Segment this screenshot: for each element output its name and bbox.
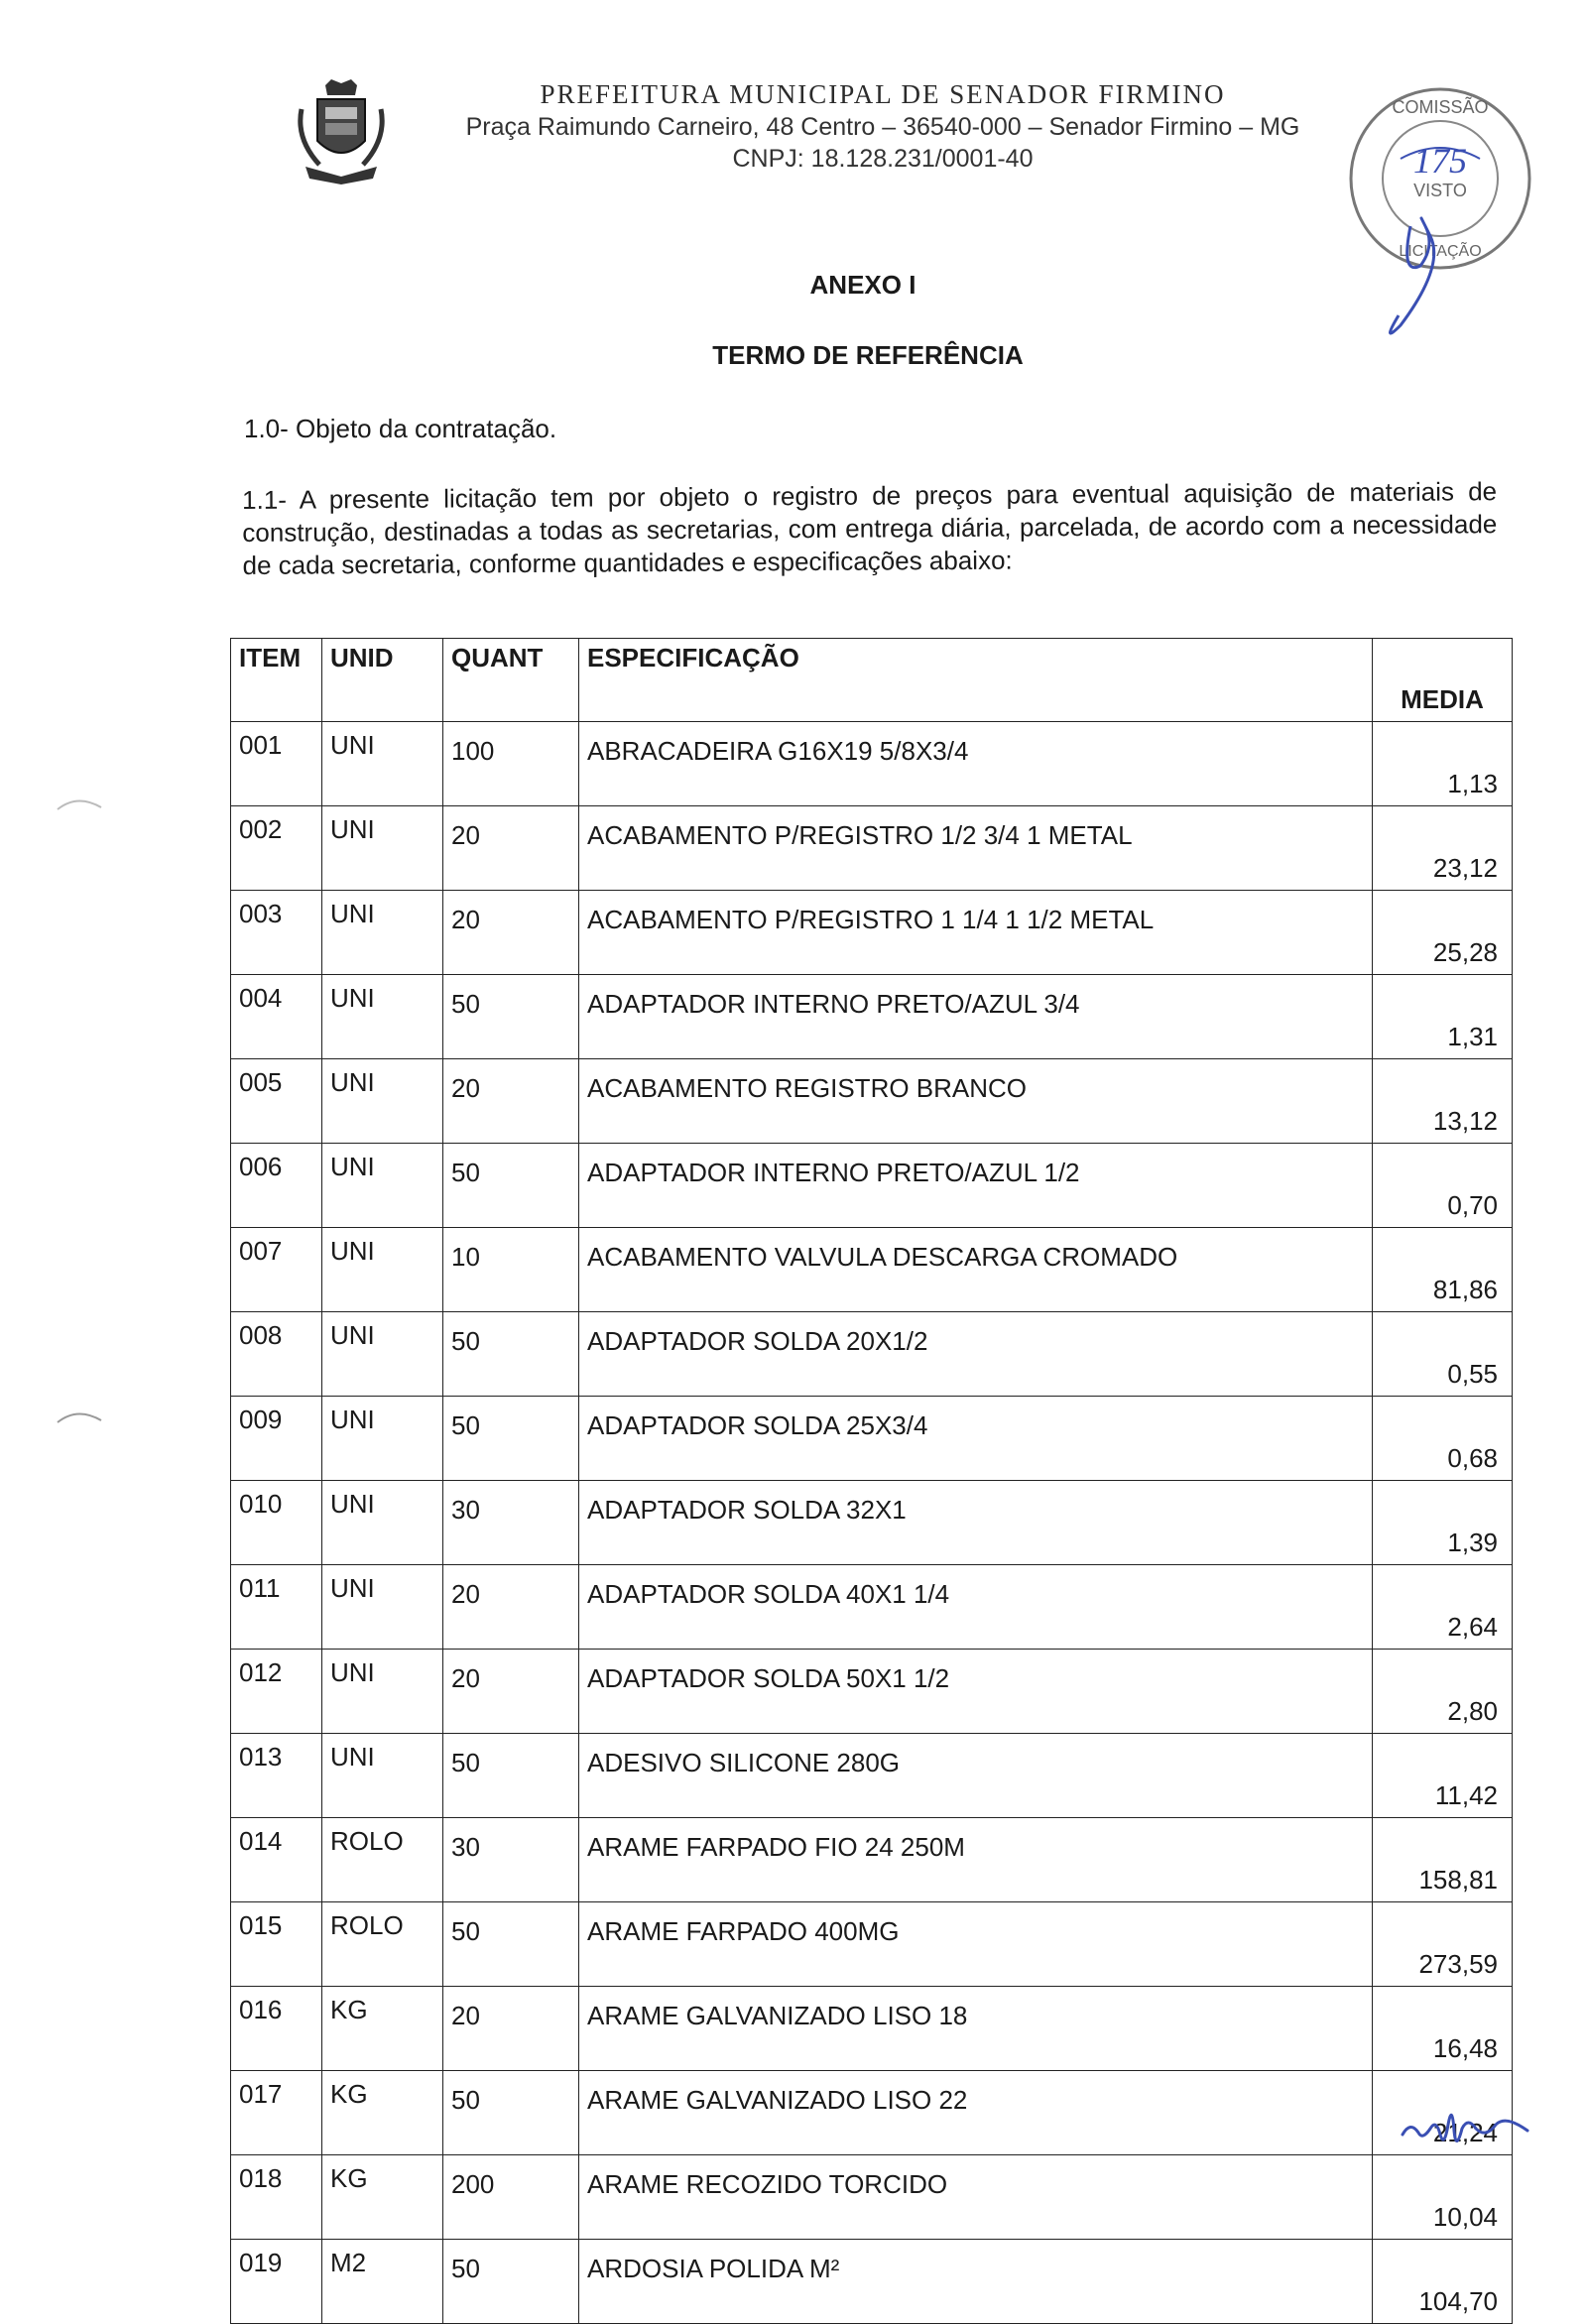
items-table (230, 638, 1513, 2324)
cell-spec: ADAPTADOR INTERNO PRETO/AZUL 3/4 (579, 975, 1373, 1059)
cell-unid: UNI (322, 1228, 443, 1312)
org-address: Praça Raimundo Carneiro, 48 Centro – 36540-000 – Senador Firmino – MG (465, 113, 1300, 141)
table-row (231, 1059, 1513, 1144)
cell-unid: UNI (322, 1734, 443, 1818)
cell-quant: 100 (443, 722, 579, 806)
header-item: ITEM (231, 639, 322, 722)
cell-quant: 50 (443, 1734, 579, 1818)
cell-item: 017 (231, 2071, 322, 2155)
cell-quant: 10 (443, 1228, 579, 1312)
cell-media: 2,64 (1373, 1565, 1513, 1650)
table-row (231, 806, 1513, 891)
cell-spec: ACABAMENTO P/REGISTRO 1/2 3/4 1 METAL (579, 806, 1373, 891)
cell-quant: 50 (443, 1397, 579, 1481)
table-row (231, 1818, 1513, 1902)
table-row (231, 1902, 1513, 1987)
cell-unid: UNI (322, 1059, 443, 1144)
cell-unid: KG (322, 1987, 443, 2071)
cell-item: 004 (231, 975, 322, 1059)
annex-title: ANEXO I (809, 270, 916, 300)
commission-stamp (1341, 77, 1539, 345)
cell-item: 009 (231, 1397, 322, 1481)
scan-mark (56, 1407, 105, 1426)
cell-spec: ARAME RECOZIDO TORCIDO (579, 2155, 1373, 2240)
section-heading: 1.0- Objeto da contratação. (244, 414, 557, 443)
table-row (231, 2155, 1513, 2240)
cell-spec: ARAME FARPADO FIO 24 250M (579, 1818, 1373, 1902)
cell-media: 81,86 (1373, 1228, 1513, 1312)
cell-unid: ROLO (322, 1902, 443, 1987)
svg-text:175: 175 (1413, 141, 1467, 181)
cell-unid: KG (322, 2155, 443, 2240)
cell-spec: ADAPTADOR SOLDA 50X1 1/2 (579, 1650, 1373, 1734)
cell-spec: ADAPTADOR SOLDA 20X1/2 (579, 1312, 1373, 1397)
cell-spec: ADAPTADOR INTERNO PRETO/AZUL 1/2 (579, 1144, 1373, 1228)
cell-quant: 30 (443, 1818, 579, 1902)
cell-spec: ARDOSIA POLIDA M² (579, 2240, 1373, 2324)
cell-media: 158,81 (1373, 1818, 1513, 1902)
cell-unid: UNI (322, 1650, 443, 1734)
cell-item: 011 (231, 1565, 322, 1650)
header-spec: ESPECIFICAÇÃO (579, 639, 1373, 722)
cell-media: 25,28 (1373, 891, 1513, 975)
org-cnpj: CNPJ: 18.128.231/0001-40 (732, 145, 1034, 173)
table-row (231, 1565, 1513, 1650)
cell-quant: 20 (443, 1987, 579, 2071)
cell-media: 1,31 (1373, 975, 1513, 1059)
cell-quant: 50 (443, 2240, 579, 2324)
cell-spec: ARAME FARPADO 400MG (579, 1902, 1373, 1987)
table-row (231, 1734, 1513, 1818)
cell-media: 23,12 (1373, 806, 1513, 891)
svg-text:VISTO: VISTO (1413, 181, 1467, 200)
document-title: TERMO DE REFERÊNCIA (712, 340, 1024, 370)
cell-spec: ACABAMENTO P/REGISTRO 1 1/4 1 1/2 METAL (579, 891, 1373, 975)
letterhead (397, 77, 1369, 175)
org-name: PREFEITURA MUNICIPAL DE SENADOR FIRMINO (540, 79, 1226, 109)
svg-text:LICITAÇÃO: LICITAÇÃO (1399, 243, 1482, 260)
svg-text:COMISSÃO: COMISSÃO (1392, 97, 1489, 117)
cell-quant: 30 (443, 1481, 579, 1565)
cell-spec: ABRACADEIRA G16X19 5/8X3/4 (579, 722, 1373, 806)
cell-item: 003 (231, 891, 322, 975)
cell-item: 010 (231, 1481, 322, 1565)
cell-quant: 50 (443, 1902, 579, 1987)
cell-media: 21,24 (1373, 2071, 1513, 2155)
cell-spec: ACABAMENTO REGISTRO BRANCO (579, 1059, 1373, 1144)
table-row (231, 1144, 1513, 1228)
cell-quant: 50 (443, 1312, 579, 1397)
header-media: MEDIA (1373, 639, 1513, 722)
cell-unid: UNI (322, 1312, 443, 1397)
header-unid: UNID (322, 639, 443, 722)
table-header-row (231, 639, 1513, 722)
cell-media: 0,70 (1373, 1144, 1513, 1228)
cell-spec: ACABAMENTO VALVULA DESCARGA CROMADO (579, 1228, 1373, 1312)
cell-unid: UNI (322, 1397, 443, 1481)
cell-unid: M2 (322, 2240, 443, 2324)
scan-mark (56, 794, 105, 813)
table-row (231, 722, 1513, 806)
table-row (231, 1481, 1513, 1565)
table-row (231, 1987, 1513, 2071)
cell-spec: ADAPTADOR SOLDA 32X1 (579, 1481, 1373, 1565)
cell-media: 16,48 (1373, 1987, 1513, 2071)
table-row (231, 2240, 1513, 2324)
cell-item: 014 (231, 1818, 322, 1902)
cell-unid: UNI (322, 1565, 443, 1650)
cell-item: 007 (231, 1228, 322, 1312)
table-row (231, 975, 1513, 1059)
cell-spec: ADAPTADOR SOLDA 25X3/4 (579, 1397, 1373, 1481)
cell-media: 11,42 (1373, 1734, 1513, 1818)
cell-spec: ADAPTADOR SOLDA 40X1 1/4 (579, 1565, 1373, 1650)
cell-item: 015 (231, 1902, 322, 1987)
cell-unid: UNI (322, 1481, 443, 1565)
cell-spec: ARAME GALVANIZADO LISO 22 (579, 2071, 1373, 2155)
cell-quant: 20 (443, 1650, 579, 1734)
cell-spec: ARAME GALVANIZADO LISO 18 (579, 1987, 1373, 2071)
table-row (231, 891, 1513, 975)
cell-item: 013 (231, 1734, 322, 1818)
items-body (231, 722, 1513, 2324)
cell-unid: ROLO (322, 1818, 443, 1902)
table-row (231, 1228, 1513, 1312)
handwritten-rubric (1397, 2095, 1535, 2154)
table-row (231, 2071, 1513, 2155)
cell-quant: 200 (443, 2155, 579, 2240)
cell-media: 1,13 (1373, 722, 1513, 806)
cell-item: 018 (231, 2155, 322, 2240)
cell-media: 273,59 (1373, 1902, 1513, 1987)
cell-quant: 20 (443, 891, 579, 975)
cell-quant: 20 (443, 806, 579, 891)
cell-media: 1,39 (1373, 1481, 1513, 1565)
cell-quant: 20 (443, 1565, 579, 1650)
cell-unid: UNI (322, 806, 443, 891)
cell-media: 104,70 (1373, 2240, 1513, 2324)
cell-item: 005 (231, 1059, 322, 1144)
cell-item: 012 (231, 1650, 322, 1734)
cell-media: 13,12 (1373, 1059, 1513, 1144)
cell-unid: UNI (322, 722, 443, 806)
cell-quant: 20 (443, 1059, 579, 1144)
table-row (231, 1397, 1513, 1481)
cell-quant: 50 (443, 975, 579, 1059)
cell-media: 2,80 (1373, 1650, 1513, 1734)
cell-item: 016 (231, 1987, 322, 2071)
cell-unid: KG (322, 2071, 443, 2155)
cell-item: 002 (231, 806, 322, 891)
cell-quant: 50 (443, 2071, 579, 2155)
table-row (231, 1312, 1513, 1397)
cell-item: 001 (231, 722, 322, 806)
cell-media: 0,55 (1373, 1312, 1513, 1397)
cell-media: 10,04 (1373, 2155, 1513, 2240)
cell-item: 019 (231, 2240, 322, 2324)
cell-item: 008 (231, 1312, 322, 1397)
cell-spec: ADESIVO SILICONE 280G (579, 1734, 1373, 1818)
cell-unid: UNI (322, 975, 443, 1059)
intro-text: 1.1- A presente licitação tem por objeto o registro de preços para eventual aquisição de materiais de construção, destinadas a todas as secretarias, com entrega diária, parcelada, de acordo com a necessidade de cada secretaria, conforme quantidades e especificações abaixo: (242, 476, 1498, 580)
cell-media: 0,68 (1373, 1397, 1513, 1481)
municipal-crest (296, 79, 387, 186)
table-row (231, 1650, 1513, 1734)
cell-item: 006 (231, 1144, 322, 1228)
header-quant: QUANT (443, 639, 579, 722)
intro-paragraph (242, 475, 1498, 582)
cell-quant: 50 (443, 1144, 579, 1228)
cell-unid: UNI (322, 891, 443, 975)
cell-unid: UNI (322, 1144, 443, 1228)
